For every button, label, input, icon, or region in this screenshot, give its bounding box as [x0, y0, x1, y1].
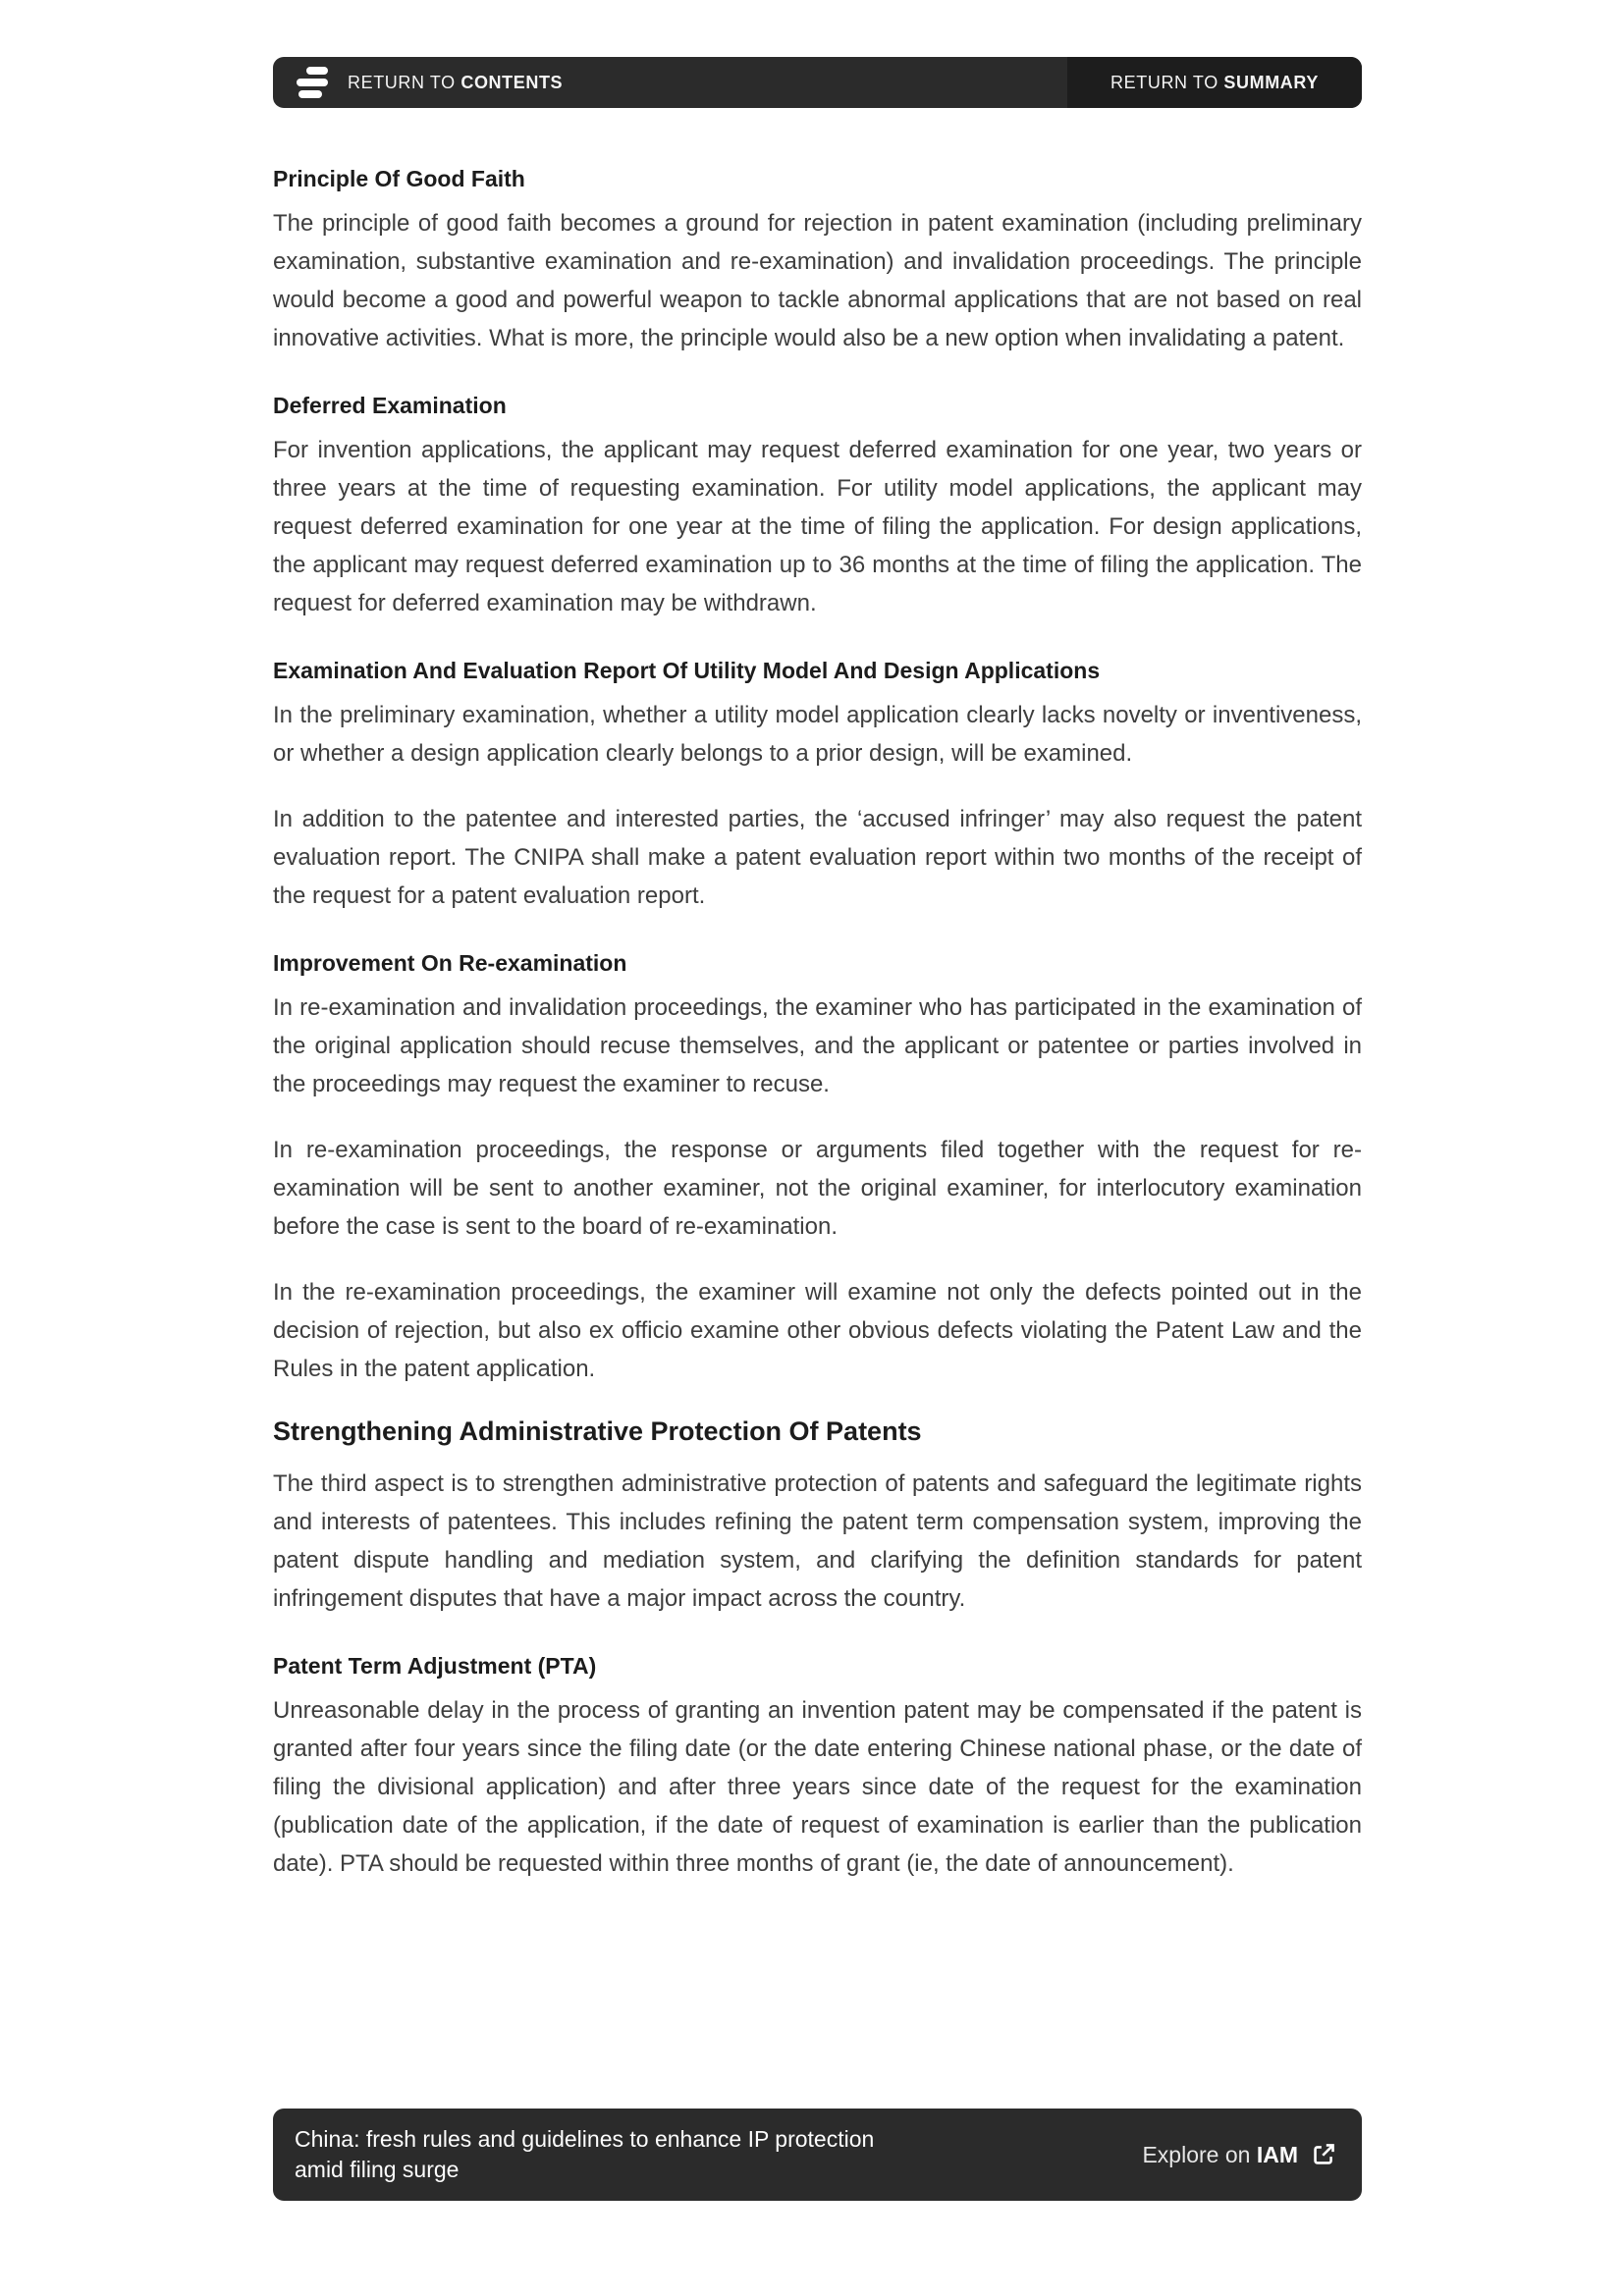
paragraph-deferred-examination: For invention applications, the applicant may request deferred examination for one year, two years or three years at the time of requesting examination. For utility model applications, the applicant may request deferred examination for one year at the time of filing the application. For design applications, the applicant may request deferred examination up to 36 months at the time of filing the application. The request for deferred examination may be withdrawn.	[273, 437, 1362, 616]
heading-strengthening-administrative-protection: Strengthening Administrative Protection Of Patents	[273, 1416, 922, 1446]
iam-logo-icon	[297, 63, 330, 102]
heading-deferred-examination: Deferred Examination	[273, 393, 507, 418]
article-content	[273, 165, 1362, 1883]
top-nav-bar	[273, 57, 1362, 108]
heading-examination-evaluation-report: Examination And Evaluation Report Of Utility Model And Design Applications	[273, 658, 1101, 683]
paragraph-good-faith: The principle of good faith becomes a ground for rejection in patent examination (including preliminary examination, substantive examination and re-examination) and invalidation proceedings. The principle would become a good and powerful weapon to tackle abnormal applications that are not based on real innovative activities. What is more, the principle would also be a new option when invalidating a patent.	[273, 210, 1362, 351]
paragraph-ex-officio-examination: In the re-examination proceedings, the examiner will examine not only the defects pointed out in the decision of rejection, but also ex officio examine other obvious defects violating the Patent Law and the Rules in the patent application.	[273, 1279, 1362, 1382]
article-title	[295, 2124, 874, 2185]
paragraph-patent-term-adjustment: Unreasonable delay in the process of granting an invention patent may be compensated if the patent is granted after four years since the filing date (or the date entering Chinese national phase, or the date of filing the divisional application) and after three years since date of the request for the examination (publication date of the application, if the date of request of examination is earlier than the publication date). PTA should be requested within three months of grant (ie, the date of announcement).	[273, 1697, 1362, 1877]
external-link-icon	[1311, 2142, 1336, 2167]
paragraph-patent-evaluation-report: In addition to the patentee and interested parties, the ‘accused infringer’ may also request the patent evaluation report. The CNIPA shall make a patent evaluation report within two months of the receipt of the request for a patent evaluation report.	[273, 806, 1362, 909]
heading-patent-term-adjustment: Patent Term Adjustment (PTA)	[273, 1653, 597, 1679]
return-to-summary-button[interactable]	[1067, 57, 1362, 108]
paragraph-examiner-recusal: In re-examination and invalidation proceedings, the examiner who has participated in the examination of the original application should recuse themselves, and the applicant or patentee or parties involved in the proceedings may request the examiner to recuse.	[273, 994, 1362, 1097]
explore-on-iam-link[interactable]	[1142, 2142, 1336, 2168]
document-page	[273, 0, 1362, 1910]
return-to-summary-label: RETURN TO SUMMARY	[1110, 72, 1319, 92]
footer-bar	[273, 2109, 1362, 2201]
article-title-line2: amid filing surge	[295, 2157, 460, 2182]
paragraph-administrative-protection: The third aspect is to strengthen administrative protection of patents and safeguard the legitimate rights and interests of patentees. This includes refining the patent term compensation system, improving the patent dispute handling and mediation system, and clarifying the definition standards for patent infringement disputes that have a major impact across the country.	[273, 1470, 1362, 1612]
return-to-contents-label: RETURN TO CONTENTS	[348, 72, 564, 92]
article-title-line1: China: fresh rules and guidelines to enhance IP protection	[295, 2126, 875, 2152]
heading-improvement-on-re-examination: Improvement On Re-examination	[273, 950, 627, 976]
paragraph-preliminary-examination: In the preliminary examination, whether a utility model application clearly lacks novelty or inventiveness, or whether a design application clearly belongs to a prior design, will be examined.	[273, 702, 1362, 767]
heading-principle-of-good-faith: Principle Of Good Faith	[273, 166, 525, 191]
explore-on-iam-label: Explore on IAM	[1142, 2141, 1298, 2167]
paragraph-interlocutory-examination: In re-examination proceedings, the response or arguments filed together with the request for re-examination will be sent to another examiner, not the original examiner, for interlocutory examination before the case is sent to the board of re-examination.	[273, 1137, 1362, 1240]
return-to-contents-button[interactable]	[273, 63, 563, 102]
